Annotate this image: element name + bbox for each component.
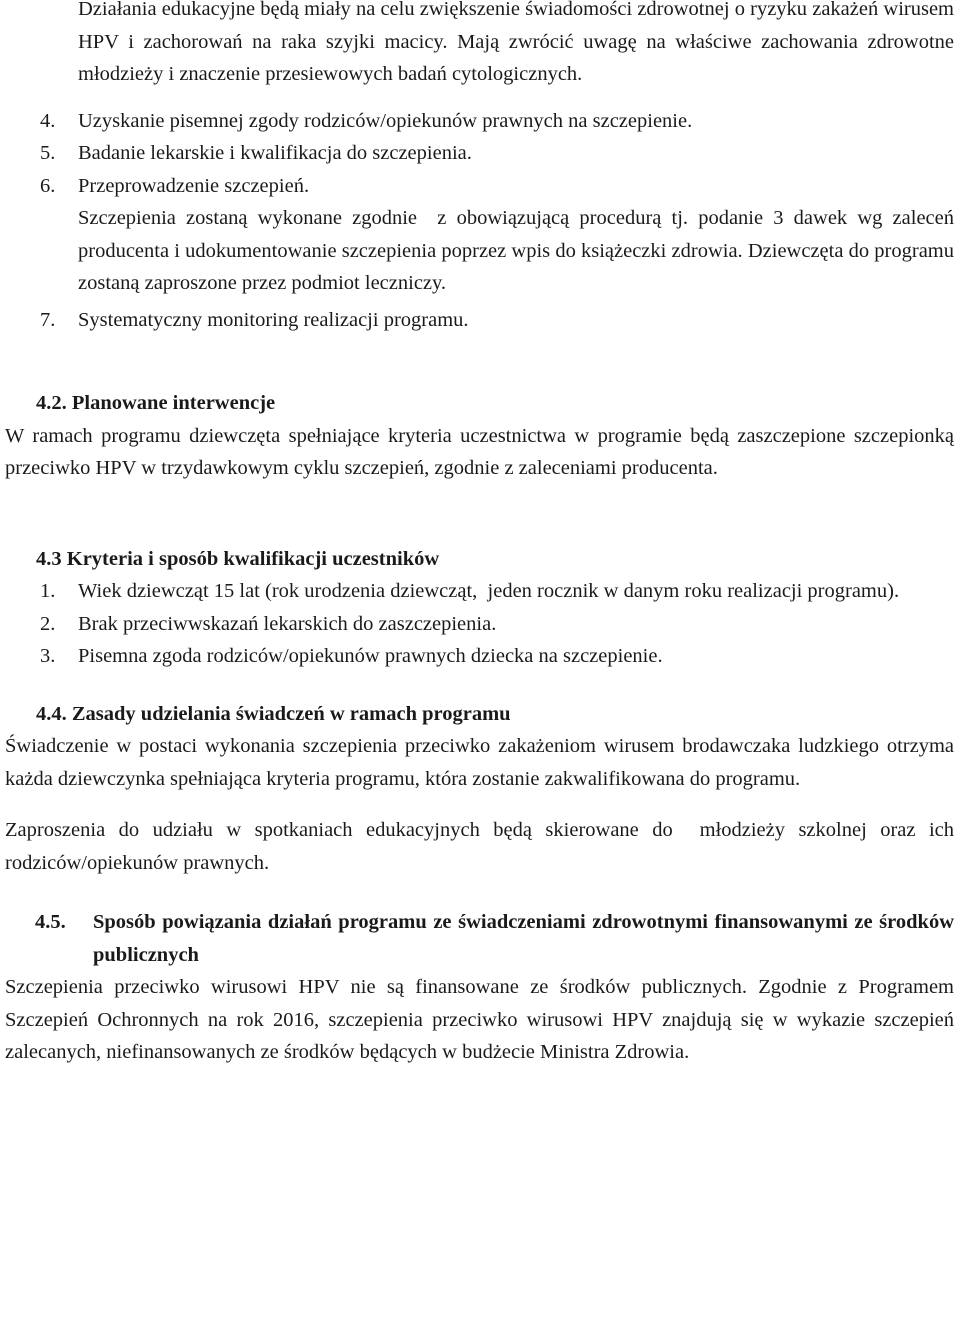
spacer	[0, 673, 960, 698]
spacer	[0, 91, 960, 105]
list-item-text: Brak przeciwwskazań lekarskich do zaszczepienia.	[78, 612, 497, 635]
list-item-text: Badanie lekarskie i kwalifikacja do szczepienia.	[78, 142, 472, 164]
section-number: 4.5.	[35, 911, 66, 933]
spacer	[0, 879, 960, 906]
invitation-paragraph: Zaproszenia do udziału w spotkaniach edukacyjnych będą skierowane do młodzieży szkolnej oraz ich rodziców/opiekunów prawnych.	[5, 819, 960, 874]
section-heading-4-5	[0, 906, 960, 971]
section-heading-4-2: 4.2. Planowane interwencje	[36, 392, 276, 414]
list-item-text: Systematyczny monitoring realizacji programu.	[78, 308, 469, 331]
list-item-number: 5.	[40, 142, 56, 164]
section-title: Sposób powiązania działań programu ze świadczeniami zdrowotnymi finansowanymi ze środków publicznych	[93, 911, 954, 966]
list-item	[0, 137, 960, 170]
list-item-text: Przeprowadzenie szczepień.	[78, 174, 310, 197]
financing-paragraph: Szczepienia przeciwko wirusowi HPV nie są finansowane ze środków publicznych. Zgodnie z Programem Szczepień Ochronnych na rok 2016, szczepienia przeciwko wirusowi HPV znajdują się w wykazie szczepień zalecanych, niefinansowanych ze środków będących w budżecie Ministra Zdrowia.	[5, 976, 954, 1063]
interventions-paragraph: W ramach programu dziewczęta spełniające kryteria uczestnictwa w programie będą zaszczepione szczepionką przeciwko HPV w trzydawkowym cyklu szczepień, zgodnie z zaleceniami producenta.	[5, 424, 954, 479]
list-item	[0, 105, 960, 138]
spacer	[0, 485, 960, 543]
list-item-text: Wiek dziewcząt 15 lat (rok urodzenia dziewcząt, jeden rocznik w danym roku realizacji programu).	[78, 580, 900, 602]
education-paragraph: Działania edukacyjne będą miały na celu zwiększenie świadomości zdrowotnej o ryzyku zakażeń wirusem HPV i zachorowań na raka szyjki macicy. Mają zwrócić uwagę na właściwe zachowania zdrowotne młodzieży i znaczenie przesiewowych badań cytologicznych.	[78, 0, 954, 85]
list-item	[0, 304, 960, 337]
criteria-item	[0, 575, 960, 608]
list-item-number: 4.	[40, 109, 56, 132]
criteria-item	[0, 608, 960, 641]
list-item-number: 2.	[40, 612, 56, 635]
section-heading-4-4: 4.4. Zasady udzielania świadczeń w ramach programu	[36, 702, 511, 725]
list-item-text: Uzyskanie pisemnej zgody rodziców/opiekunów prawnych na szczepienie.	[78, 109, 693, 132]
criteria-item	[0, 640, 960, 673]
list-item	[0, 170, 960, 203]
section-heading-4-3: 4.3 Kryteria i sposób kwalifikacji uczestników	[36, 547, 440, 570]
list-item-number: 1.	[40, 580, 56, 602]
list-item-number: 6.	[40, 174, 56, 197]
list-item-text: Pisemna zgoda rodziców/opiekunów prawnych dziecka na szczepienie.	[78, 645, 663, 667]
vaccination-procedure-paragraph: Szczepienia zostaną wykonane zgodnie z obowiązującą procedurą tj. podanie 3 dawek wg zaleceń producenta i udokumentowanie szczepienia poprzez wpis do książeczki zdrowia. Dziewczęta do programu zostaną zaproszone przez podmiot leczniczy.	[78, 207, 960, 294]
spacer	[0, 795, 960, 814]
benefit-paragraph: Świadczenie w postaci wykonania szczepienia przeciwko zakażeniom wirusem brodawczaka ludzkiego otrzyma każda dziewczynka spełniająca kryteria programu, która zostanie zakwalifikowana do programu.	[5, 735, 954, 790]
spacer	[0, 336, 960, 387]
list-item-number: 7.	[40, 308, 56, 331]
list-item-number: 3.	[40, 645, 56, 667]
